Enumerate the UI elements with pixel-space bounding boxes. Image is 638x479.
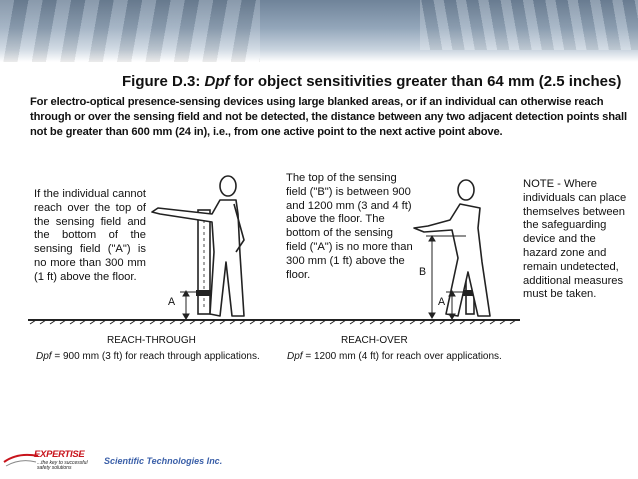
- label-a-left: A: [168, 296, 176, 308]
- figure-title-rest: for object sensitivities greater than 64 mm (2.5 inches): [233, 73, 622, 90]
- logo-word: EXPERTISE: [34, 449, 85, 460]
- figure-dpf: Dpf: [204, 73, 230, 90]
- reach-over-dpf: Dpf: [287, 351, 303, 362]
- reach-through-dpf: Dpf: [36, 351, 52, 362]
- reach-through-description: If the individual cannot reach over the top of the sensing field and the bottom of the sensing field ("A") is no more than 300 mm (1 ft) above the floor.: [34, 188, 146, 283]
- label-a-right: A: [438, 296, 446, 308]
- intro-paragraph: For electro-optical presence-sensing devices using large blanked areas, or if an individual can otherwise reach through or over the sensing field and not be detected, the distance between any two adjacent detection points shall not be greater than 600 mm (24 in), i.e., from one active point to the next active point above.: [30, 96, 627, 138]
- label-b: B: [419, 266, 427, 278]
- reach-over-heading: REACH-OVER: [341, 335, 408, 346]
- reach-over-caption-text: = 1200 mm (4 ft) for reach over applications.: [305, 351, 502, 362]
- note-text: NOTE - Where individuals can place themselves between the safeguarding device and the hazard zone and remain undetected, additional measures must be taken.: [523, 178, 627, 301]
- company-name: Scientific Technologies Inc.: [104, 456, 223, 466]
- figure-number: Figure D.3:: [122, 73, 201, 90]
- left-light-curtain: [196, 210, 212, 314]
- reach-through-caption-text: = 900 mm (3 ft) for reach through applications.: [54, 351, 260, 362]
- reach-through-caption: [36, 351, 260, 362]
- reach-through-heading: REACH-THROUGH: [107, 335, 196, 346]
- reach-over-caption: [287, 351, 502, 362]
- left-a-dimension: [180, 291, 198, 319]
- expertise-logo: [0, 446, 110, 479]
- reach-over-description: The top of the sensing field ("B") is between 900 and 1200 mm (3 and 4 ft) above the floor. The bottom of the sensing field ("A") is no more than 300 mm (1 ft) above the floor.: [286, 172, 413, 281]
- floor-line: [28, 320, 520, 324]
- logo-tagline: ...the key to successful safety solutions: [37, 460, 88, 471]
